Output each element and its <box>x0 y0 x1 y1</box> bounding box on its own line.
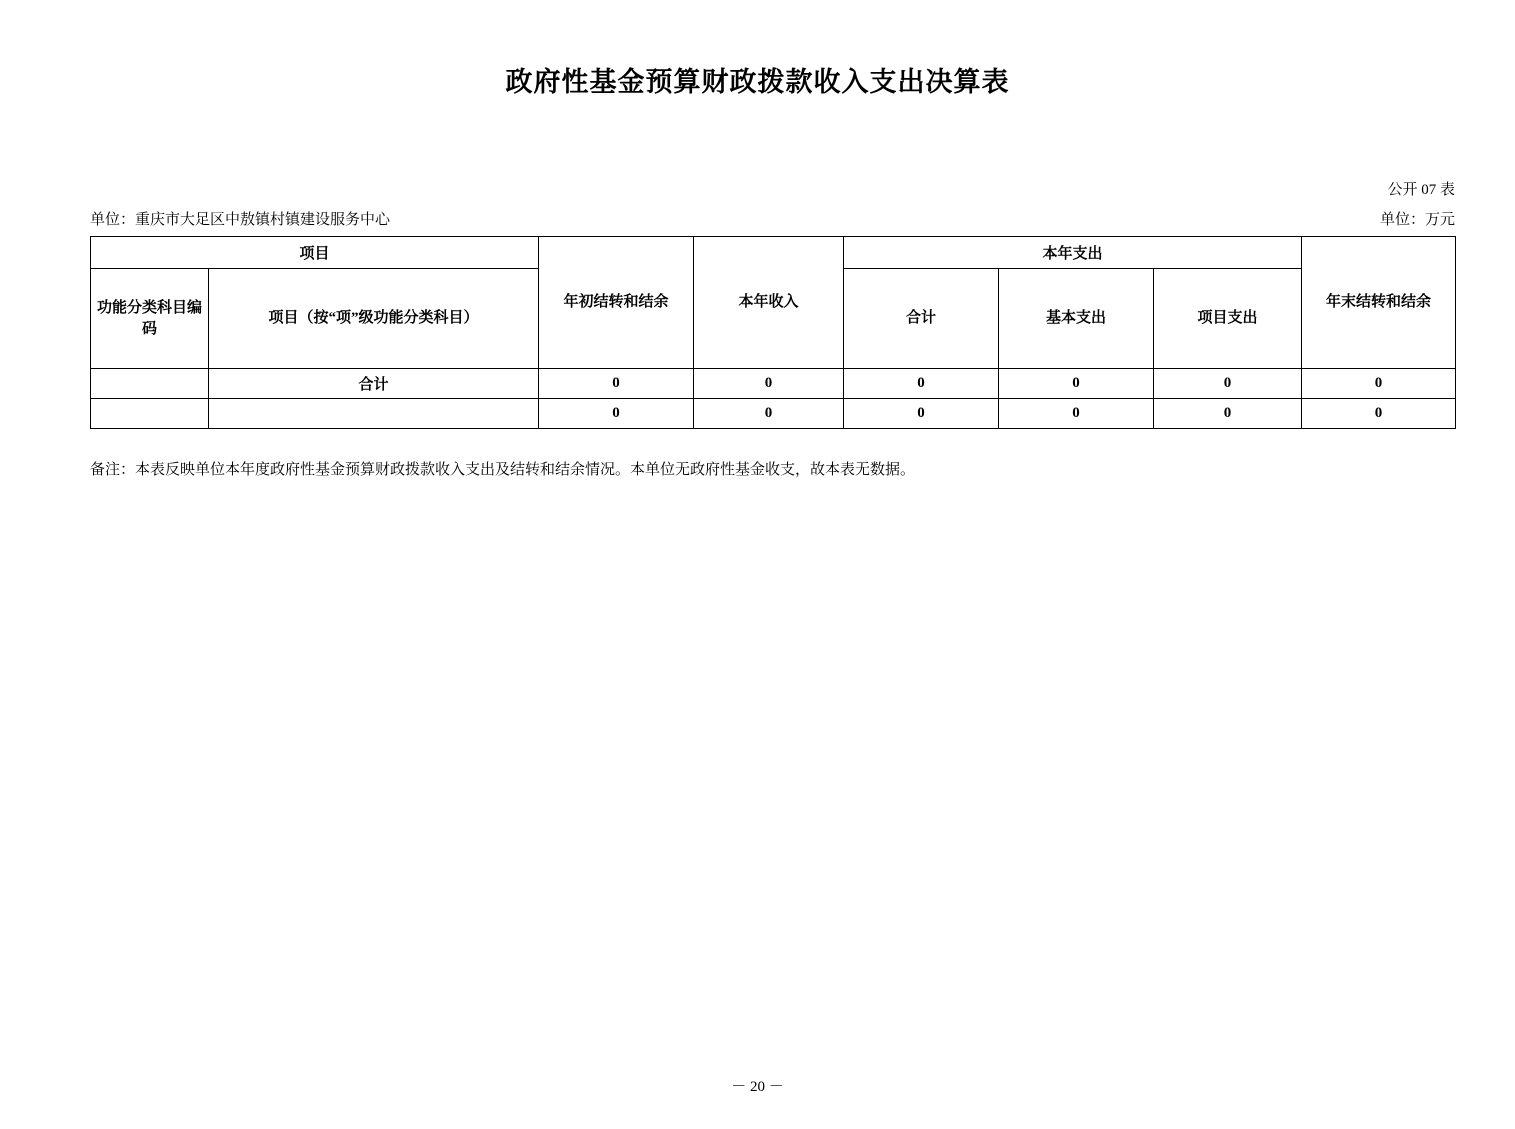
cell-begin-balance: 0 <box>539 399 694 429</box>
cell-project-item: 合计 <box>209 369 539 399</box>
cell-year-income: 0 <box>694 369 844 399</box>
header-expend-project <box>1154 269 1302 369</box>
header-expend-total <box>844 269 999 369</box>
cell-expend-project: 0 <box>1154 369 1302 399</box>
header-group-year-expenditure: 本年支出 <box>844 237 1302 269</box>
cell-func-code <box>91 369 209 399</box>
header-begin-balance <box>539 237 694 369</box>
amount-unit-label: 单位：万元 <box>1379 212 1455 228</box>
header-expend-project-label: 项目支出 <box>1197 310 1258 327</box>
header-begin-balance-label: 年初结转和结余 <box>563 294 669 311</box>
page-number: － 20 － <box>731 1079 784 1095</box>
table-header-row-group <box>91 237 1456 269</box>
header-year-income <box>694 237 844 369</box>
cell-expend-basic: 0 <box>999 399 1154 429</box>
header-project-item <box>209 269 539 369</box>
unit-name-label: 单位：重庆市大足区中敖镇村镇建设服务中心 <box>90 212 391 228</box>
table-row <box>91 399 1456 429</box>
cell-expend-total: 0 <box>844 369 999 399</box>
page-title: 政府性基金预算财政拨款收入支出决算表 <box>505 67 1010 97</box>
form-code-label: 公开 07 表 <box>1387 182 1455 198</box>
header-func-code <box>91 269 209 369</box>
cell-project-item <box>209 399 539 429</box>
header-year-income-label: 本年收入 <box>738 294 799 311</box>
header-end-balance <box>1302 237 1456 369</box>
cell-expend-total: 0 <box>844 399 999 429</box>
table-row <box>91 369 1456 399</box>
header-func-code-label: 功能分类科目编码 <box>96 300 202 337</box>
document-page <box>0 60 1515 1129</box>
header-end-balance-label: 年末结转和结余 <box>1326 294 1432 311</box>
cell-year-income: 0 <box>694 399 844 429</box>
header-expend-basic <box>999 269 1154 369</box>
table-note: 备注：本表反映单位本年度政府性基金预算财政拨款收入支出及结转和结余情况。本单位无政府性基金收支，故本表无数据。 <box>90 462 916 478</box>
header-expend-basic-label: 基本支出 <box>1046 310 1107 327</box>
cell-end-balance: 0 <box>1302 369 1456 399</box>
budget-table <box>90 236 1456 429</box>
header-group-project: 项目 <box>91 237 539 269</box>
cell-expend-basic: 0 <box>999 369 1154 399</box>
cell-begin-balance: 0 <box>539 369 694 399</box>
header-project-item-label: 项目（按“项”级功能分类科目） <box>268 310 479 327</box>
header-expend-total-label: 合计 <box>906 310 937 327</box>
cell-end-balance: 0 <box>1302 399 1456 429</box>
cell-func-code <box>91 399 209 429</box>
cell-expend-project: 0 <box>1154 399 1302 429</box>
